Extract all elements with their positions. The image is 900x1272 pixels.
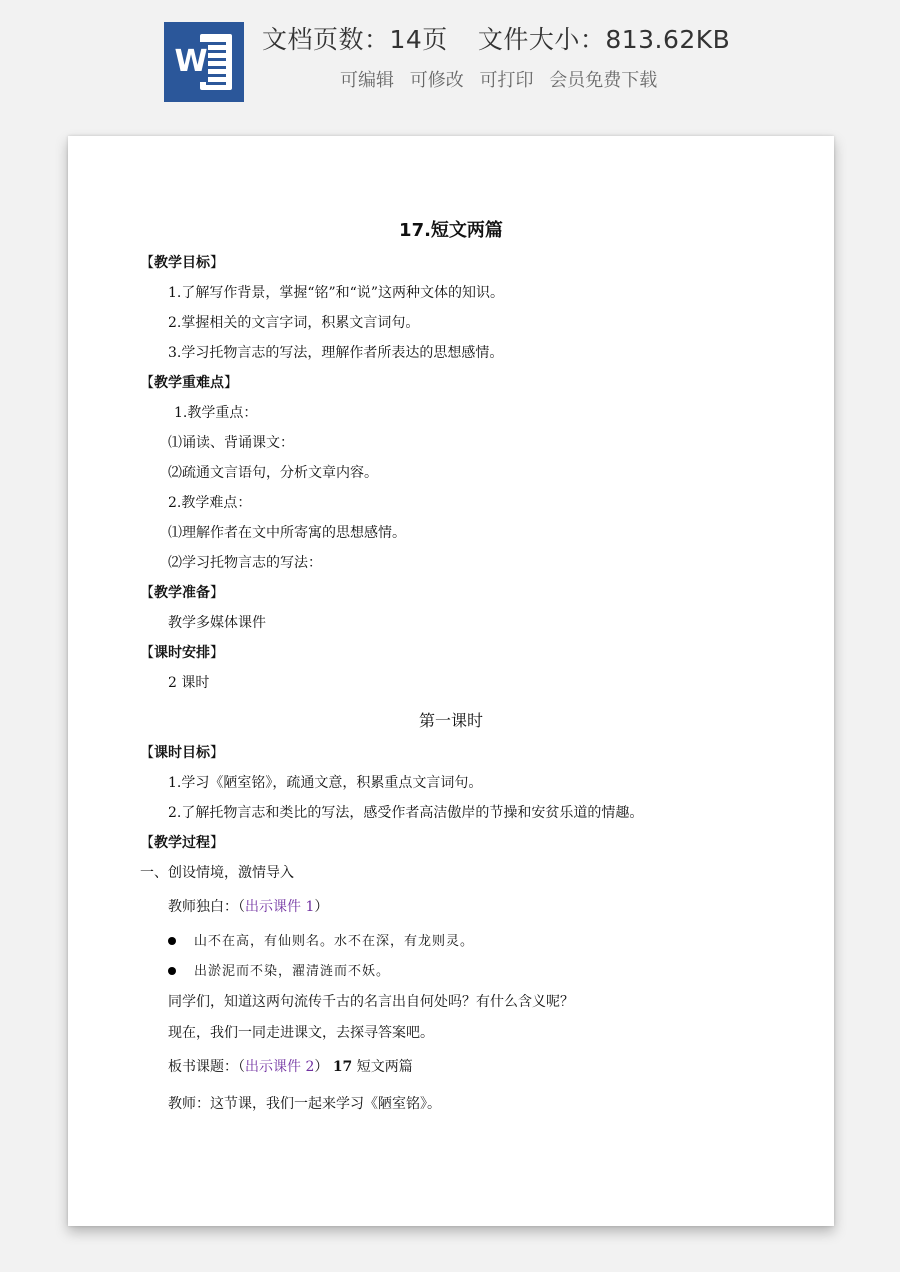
document-info-banner [0,0,900,125]
difficulty-title: 2.教学难点： [168,495,252,511]
feature-modifiable: 可修改 [409,70,464,91]
feature-printable: 可打印 [479,70,534,91]
keypoints-heading: 【教学重难点】 [140,375,238,391]
teacher-intro: 教师独白：（出示课件 1） [168,899,329,915]
file-meta [262,20,730,56]
page-count: 文档页数：14页 [262,25,448,54]
difficulty-item: ⑵学习托物言志的写法： [168,555,322,571]
prep-heading: 【教学准备】 [140,585,224,601]
goal-item: 3.学习托物言志的写法，理解作者所表达的思想感情。 [168,345,504,361]
document-page [68,136,834,1226]
key-title: 1.教学重点： [174,405,258,421]
feature-member-download: 会员免费下载 [549,70,658,91]
schedule-text: 2 课时 [168,675,210,691]
process-heading: 【教学过程】 [140,835,224,851]
goal-item: 1.了解写作背景，掌握“铭”和“说”这两种文体的知识。 [168,285,504,301]
courseware-label: 出示课件 1 [245,899,315,915]
key-item: ⑵疏通文言语句，分析文章内容。 [168,465,378,481]
quote-bullet: 山不在高，有仙则名。水不在深，有龙则灵。 [168,932,474,952]
word-icon [164,22,244,102]
courseware-label: 出示课件 2 [245,1059,315,1075]
schedule-heading: 【课时安排】 [140,645,224,661]
feature-list [340,66,667,92]
file-size: 文件大小：813.62KB [477,25,731,54]
key-item: ⑴诵读、背诵课文： [168,435,294,451]
document-title: 17.短文两篇 [399,220,503,241]
step-heading: 一、创设情境，激情导入 [140,865,294,881]
board-title-line: 板书课题：（出示课件 2） 17 短文两篇 [168,1059,413,1075]
lesson-title: 第一课时 [418,711,483,730]
lesson-goals-heading: 【课时目标】 [140,745,224,761]
question-text: 同学们，知道这两句流传千古的名言出自何处吗？有什么含义呢？ [168,994,574,1010]
feature-editable: 可编辑 [340,70,394,91]
prep-text: 教学多媒体课件 [168,615,266,631]
goals-heading: 【教学目标】 [140,255,224,271]
goal-item: 2.掌握相关的文言字词，积累文言词句。 [168,315,420,331]
bullet-icon [168,937,176,945]
bullet-icon [168,967,176,975]
lesson-goal-item: 2.了解托物言志和类比的写法，感受作者高洁傲岸的节操和安贫乐道的情趣。 [168,805,644,821]
difficulty-item: ⑴理解作者在文中所寄寓的思想感情。 [168,525,406,541]
now-text: 现在，我们一同走进课文，去探寻答案吧。 [168,1025,434,1041]
lesson-goal-item: 1.学习《陋室铭》，疏通文意，积累重点文言词句。 [168,775,483,791]
teacher-line: 教师：这节课，我们一起来学习《陋室铭》。 [168,1096,441,1112]
word-icon-letter: W [174,42,208,82]
quote-bullet: 出淤泥而不染，濯清涟而不妖。 [168,962,390,982]
